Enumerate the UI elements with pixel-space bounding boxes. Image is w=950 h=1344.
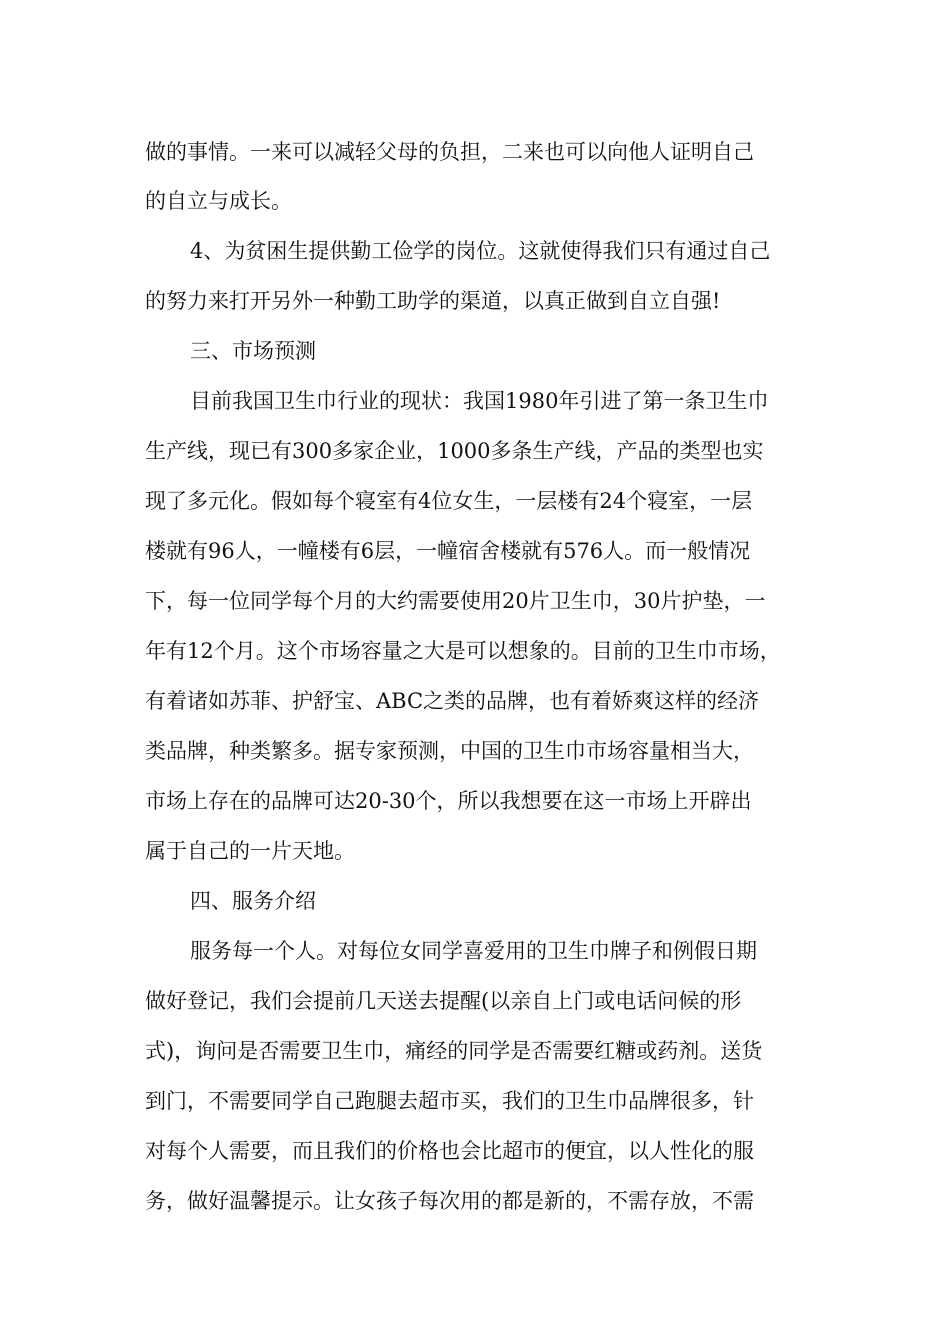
text-line: 现了多元化。假如每个寝室有4位女生，一层楼有24个寝室，一层 [145, 489, 753, 513]
text-line: 市场上存在的品牌可达20-30个，所以我想要在这一市场上开辟出 [145, 789, 752, 813]
section-heading-service-intro: 四、服务介绍 [190, 889, 316, 913]
text-line: 到门，不需要同学自己跑腿去超市买，我们的卫生巾品牌很多，针 [145, 1089, 754, 1113]
text-line: 务，做好温馨提示。让女孩子每次用的都是新的，不需存放，不需 [145, 1189, 754, 1213]
text-line: 年有12个月。这个市场容量之大是可以想象的。目前的卫生巾市场， [145, 639, 781, 663]
paragraph-first-line: 目前我国卫生巾行业的现状：我国1980年引进了第一条卫生巾 [190, 389, 769, 413]
list-item-4: 4、为贫困生提供勤工俭学的岗位。这就使得我们只有通过自己 [190, 239, 771, 263]
text-line: 的自立与成长。 [145, 189, 292, 213]
text-line: 做的事情。一来可以减轻父母的负担，二来也可以向他人证明自己 [145, 140, 754, 164]
text-line: 对每个人需要，而且我们的价格也会比超市的便宜，以人性化的服 [145, 1139, 754, 1163]
text-line: 属于自己的一片天地。 [145, 839, 355, 863]
text-line: 的努力来打开另外一种勤工助学的渠道，以真正做到自立自强! [145, 289, 721, 313]
text-line: 类品牌，种类繁多。据专家预测，中国的卫生巾市场容量相当大， [145, 739, 754, 763]
text-line: 楼就有96人，一幢楼有6层，一幢宿舍楼就有576人。而一般情况 [145, 539, 751, 563]
text-line: 下，每一位同学每个月的大约需要使用20片卫生巾，30片护垫，一 [145, 589, 766, 613]
text-line: 做好登记，我们会提前几天送去提醒(以亲自上门或电话问候的形 [145, 989, 742, 1013]
paragraph-first-line: 服务每一个人。对每位女同学喜爱用的卫生巾牌子和例假日期 [190, 939, 757, 963]
text-line: 生产线，现已有300多家企业，1000多条生产线，产品的类型也实 [145, 439, 764, 463]
section-heading-market-forecast: 三、市场预测 [190, 339, 316, 363]
text-line: 式)，询问是否需要卫生巾，痛经的同学是否需要红糖或药剂。送货 [145, 1039, 763, 1063]
text-line: 有着诸如苏菲、护舒宝、ABC之类的品牌，也有着娇爽这样的经济 [145, 689, 760, 713]
